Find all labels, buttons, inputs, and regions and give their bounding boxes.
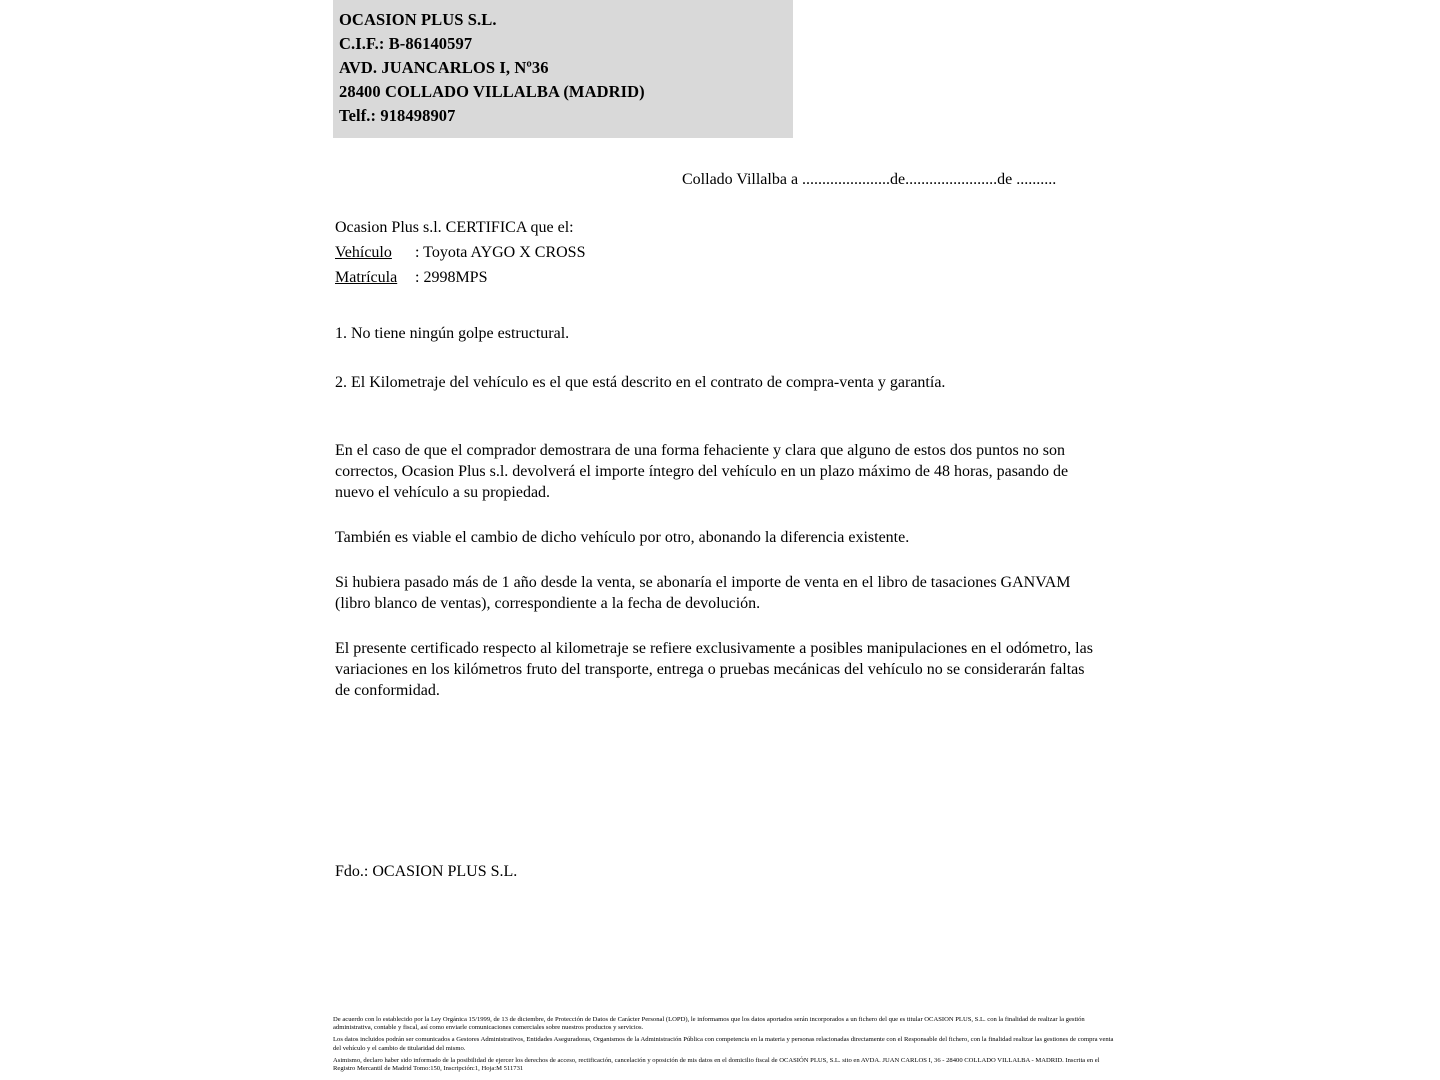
- paragraph: También es viable el cambio de dicho vehículo por otro, abonando la diferencia existente.: [335, 529, 910, 546]
- certifica-intro: Ocasion Plus s.l. CERTIFICA que el:: [335, 219, 574, 236]
- body-paragraphs: [335, 440, 1100, 725]
- company-phone: Telf.: 918498907: [339, 106, 456, 125]
- point-item: 2. El Kilometraje del vehículo es el que está descrito en el contrato de compra-venta y garantía.: [335, 374, 946, 391]
- legal-notice: [333, 1016, 1123, 1077]
- place-and-date-line: Collado Villalba a ......................de.......................de ..........: [682, 171, 1057, 188]
- legal-paragraph: De acuerdo con lo establecido por la Ley Orgánica 15/1999, de 13 de diciembre, de Protección de Datos de Carácter Personal (LOPD), le informamos que los datos aportados serán incorporados a un fichero del que es titular OCASION PLUS, S.L. con la finalidad de realizar la gestión administrativa, contable y fiscal, así como enviarle comunicaciones comerciales sobre nuestros productos y servicios.: [333, 1016, 1085, 1032]
- plate-label: Matrícula: [335, 269, 398, 286]
- paragraph: El presente certificado respecto al kilometraje se refiere exclusivamente a posibles manipulaciones en el odómetro, las variaciones en los kilómetros fruto del transporte, entrega o pruebas mecánicas del vehículo no se considerarán faltas de conformidad.: [335, 640, 1093, 699]
- vehicle-row: [335, 240, 585, 265]
- company-address: AVD. JUANCARLOS I, Nº36: [339, 58, 549, 77]
- plate-row: [335, 265, 585, 290]
- company-name: OCASION PLUS S.L.: [339, 10, 497, 29]
- legal-paragraph: Asimismo, declaro haber sido informado de la posibilidad de ejercer los derechos de acceso, rectificación, cancelación y oposición de mis datos en el domicilio fiscal de OCASIÓN PLUS, S.L. sito en AVDA. JUAN CARLOS I, 36 - 28400 COLLADO VILLALBA - MADRID. Inscrita en el Registro Mercantil de Madrid Tomo:150, Inscripción:1, Hoja:M 511731: [333, 1056, 1100, 1073]
- company-city: 28400 COLLADO VILLALBA (MADRID): [339, 82, 645, 101]
- point-item: 1. No tiene ningún golpe estructural.: [335, 325, 570, 342]
- legal-paragraph: Los datos incluidos podrán ser comunicados a Gestores Administrativos, Entidades Aseguradoras, Organismos de la Administración Pública con competencia en la materia y personas relacionadas directamente con el Responsable del fichero, con la finalidad realizar las gestiones de compra venta del vehículo y el cambio de titularidad del mismo.: [333, 1036, 1114, 1052]
- certified-points: [335, 324, 945, 422]
- plate-value: : 2998MPS: [415, 269, 488, 286]
- signature-line: Fdo.: OCASION PLUS S.L.: [335, 863, 518, 880]
- certification-block: [335, 215, 585, 290]
- vehicle-label: Vehículo: [335, 244, 392, 261]
- vehicle-value: : Toyota AYGO X CROSS: [415, 244, 586, 261]
- paragraph: En el caso de que el comprador demostrara de una forma fehaciente y clara que alguno de estos dos puntos no son correctos, Ocasion Plus s.l. devolverá el importe íntegro del vehículo en un plazo máximo de 48 horas, pasando de nuevo el vehículo a su propiedad.: [335, 442, 1069, 501]
- company-cif: C.I.F.: B-86140597: [339, 34, 473, 53]
- paragraph: Si hubiera pasado más de 1 año desde la venta, se abonaría el importe de venta en el libro de tasaciones GANVAM (libro blanco de ventas), correspondiente a la fecha de devolución.: [335, 574, 1071, 612]
- company-letterhead: [333, 0, 793, 138]
